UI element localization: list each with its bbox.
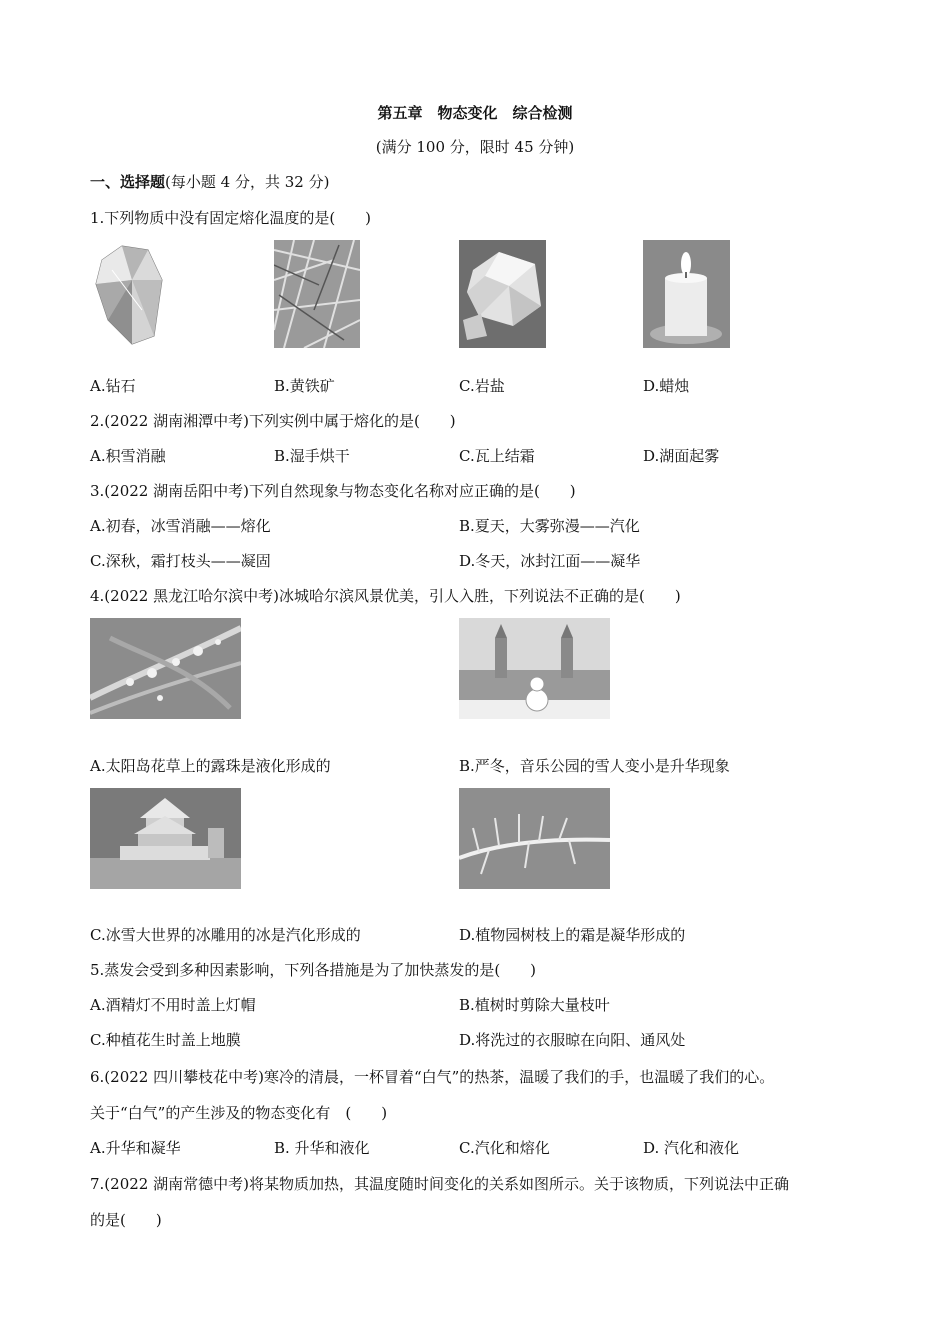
section-heading	[90, 172, 329, 192]
question-6-option-b: B. 升华和液化	[274, 1139, 370, 1157]
ice-sculpture-image	[90, 788, 241, 889]
section-heading-label: 一、选择题	[90, 173, 166, 191]
rock-salt-image	[459, 240, 546, 348]
question-6-option-a: A.升华和凝华	[90, 1139, 181, 1157]
question-4-option-a: A.太阳岛花草上的露珠是液化形成的	[90, 757, 331, 775]
question-7-stem-line1: 7.(2022 湖南常德中考)将某物质加热，其温度随时间变化的关系如图所示。关于该物质，下列说法中正确	[90, 1175, 789, 1193]
question-5-stem: 5.蒸发会受到多种因素影响，下列各措施是为了加快蒸发的是( )	[90, 961, 537, 979]
question-6-stem-line1: 6.(2022 四川攀枝花中考)寒冷的清晨，一杯冒着“白气”的热茶，温暖了我们的手，也温暖了我们的心。	[90, 1068, 775, 1086]
snowman-park-image	[459, 618, 610, 719]
question-4-option-d: D.植物园树枝上的霜是凝华形成的	[459, 926, 686, 944]
question-2-stem: 2.(2022 湖南湘潭中考)下列实例中属于熔化的是( )	[90, 412, 456, 430]
question-2-option-a: A.积雪消融	[90, 447, 166, 465]
question-4-option-b: B.严冬，音乐公园的雪人变小是升华现象	[459, 757, 730, 775]
question-1-option-d: D.蜡烛	[643, 377, 690, 395]
dewdrop-image	[90, 618, 241, 719]
question-4-stem: 4.(2022 黑龙江哈尔滨中考)冰城哈尔滨风景优美，引人入胜，下列说法不正确的是( )	[90, 587, 681, 605]
question-2-option-b: B.湿手烘干	[274, 447, 350, 465]
candle-image	[643, 240, 730, 348]
question-6-option-c: C.汽化和熔化	[459, 1139, 550, 1157]
question-7-stem-line2: 的是( )	[90, 1211, 162, 1229]
question-3-option-b: B.夏天，大雾弥漫——汽化	[459, 517, 640, 535]
question-1-option-a: A.钻石	[90, 377, 136, 395]
question-5-option-d: D.将洗过的衣服晾在向阳、通风处	[459, 1031, 686, 1049]
question-6-option-d: D. 汽化和液化	[643, 1139, 740, 1157]
section-heading-note: (每小题 4 分，共 32 分)	[165, 173, 330, 191]
question-1-option-b: B.黄铁矿	[274, 377, 335, 395]
frost-branch-image	[459, 788, 610, 889]
pyrite-image	[274, 240, 360, 348]
question-4-option-c: C.冰雪大世界的冰雕用的冰是汽化形成的	[90, 926, 361, 944]
question-2-option-d: D.湖面起雾	[643, 447, 720, 465]
question-3-option-c: C.深秋，霜打枝头——凝固	[90, 552, 271, 570]
diamond-image	[92, 240, 166, 348]
page-title: 第五章 物态变化 综合检测	[377, 104, 573, 122]
question-3-option-a: A.初春，冰雪消融——熔化	[90, 517, 271, 535]
question-5-option-a: A.酒精灯不用时盖上灯帽	[90, 996, 256, 1014]
question-3-option-d: D.冬天，冰封江面——凝华	[459, 552, 641, 570]
question-6-stem-line2: 关于“白气”的产生涉及的物态变化有 ( )	[90, 1104, 388, 1122]
question-5-option-c: C.种植花生时盖上地膜	[90, 1031, 241, 1049]
question-5-option-b: B.植树时剪除大量枝叶	[459, 996, 610, 1014]
question-1-stem: 1.下列物质中没有固定熔化温度的是( )	[90, 209, 372, 227]
page-subtitle: (满分 100 分，限时 45 分钟)	[375, 138, 575, 156]
question-3-stem: 3.(2022 湖南岳阳中考)下列自然现象与物态变化名称对应正确的是( )	[90, 482, 576, 500]
question-2-option-c: C.瓦上结霜	[459, 447, 535, 465]
question-1-option-c: C.岩盐	[459, 377, 505, 395]
